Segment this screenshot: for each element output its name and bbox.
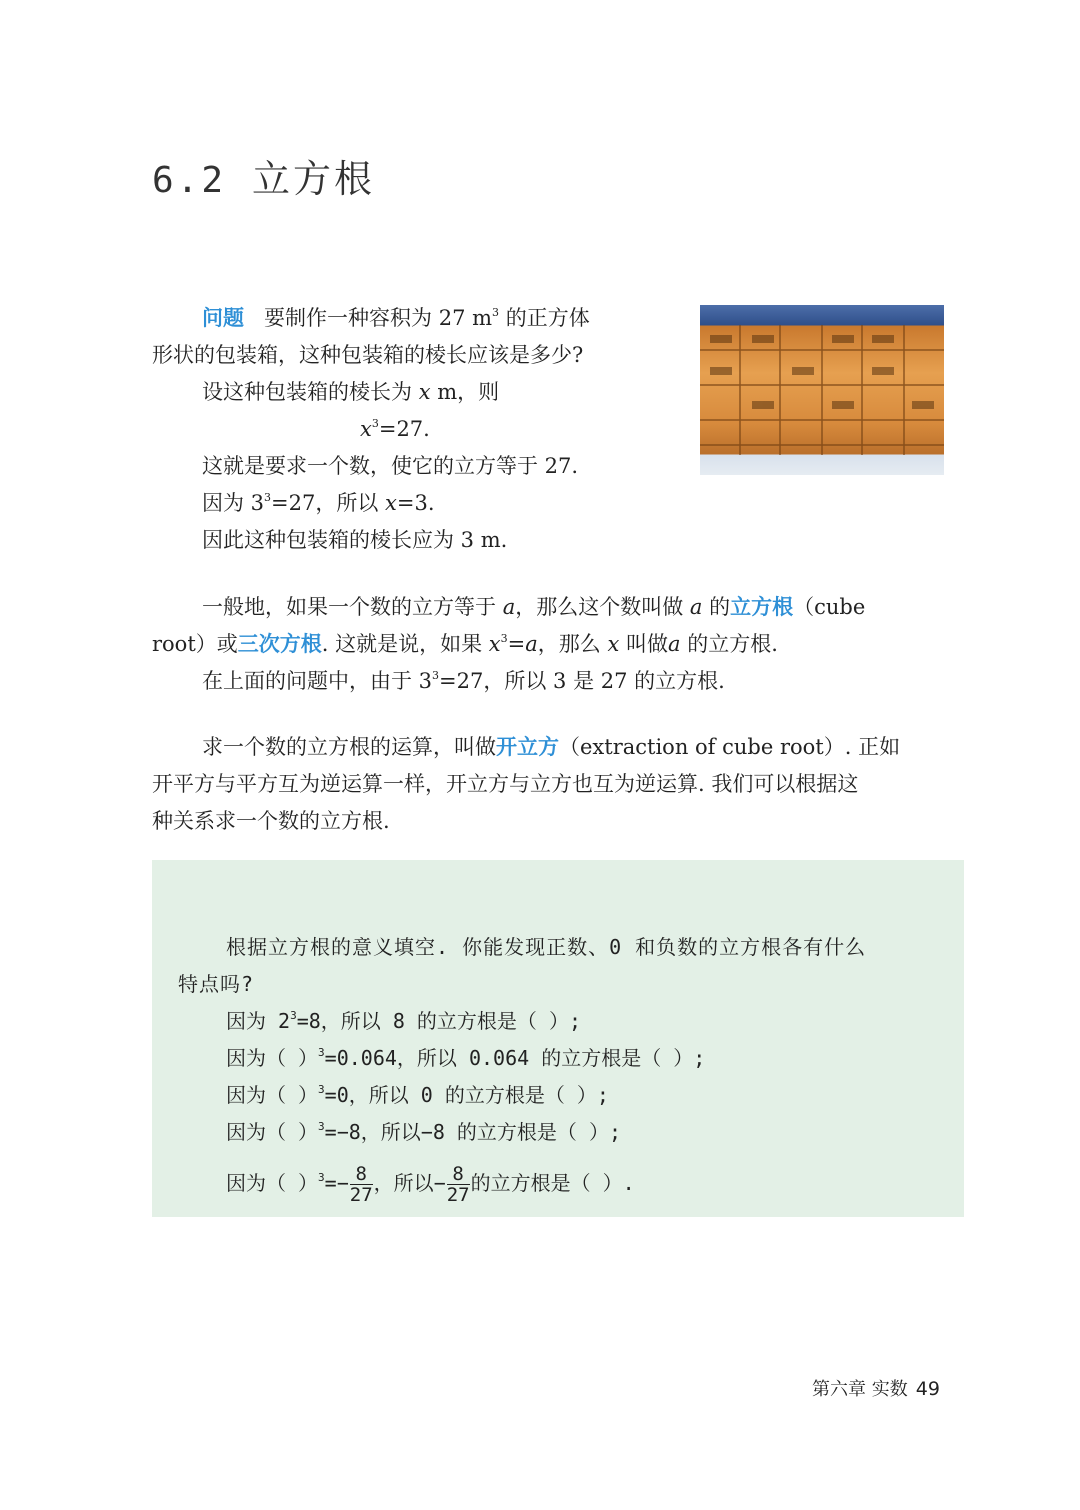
explore-question-2: 因为（ ）$^3$=0.064，所以 0.064 的立方根是（ ）; bbox=[226, 1046, 706, 1070]
page-footer bbox=[812, 1375, 940, 1401]
explore-question-5: 因为（ ）$^3$=− $\frac{8}{27}$ ，所以− $\frac{8}{27}$ 的立方根是（ ）. bbox=[226, 1163, 635, 1206]
problem-label: 问题 bbox=[202, 306, 244, 330]
explore-question-4: 因为（ ）$^3$=−8，所以−8 的立方根是（ ）; bbox=[226, 1120, 621, 1144]
term-third-root: 三次方根 bbox=[237, 632, 322, 656]
chapter-label: 第六章 实数 bbox=[812, 1379, 908, 1400]
fraction-8-27: $\frac{8}{27}$ bbox=[349, 1163, 373, 1206]
fraction-8-27-second: $\frac{8}{27}$ bbox=[446, 1163, 470, 1206]
section-number: 6.2 bbox=[152, 160, 227, 201]
section-name: 立方根 bbox=[252, 157, 376, 201]
problem-line-7: 因此这种包装箱的棱长应为 3 m. bbox=[202, 528, 508, 552]
explore-intro-2: 特点吗? bbox=[178, 972, 255, 996]
problem-line-5: 这就是要求一个数，使它的立方等于 27. bbox=[202, 454, 579, 478]
operation-line-2: 开平方与平方互为逆运算一样，开立方与立方也互为逆运算. 我们可以根据这 bbox=[152, 772, 859, 796]
problem-line-3: 设这种包装箱的棱长为 x m，则 bbox=[202, 380, 500, 404]
operation-line-1: 求一个数的立方根的运算，叫做开立方（extraction of cube root）. 正如 bbox=[202, 735, 901, 759]
term-cube-root: 立方根 bbox=[730, 595, 794, 619]
problem-line-6: 因为 $3^3=27$，所以 x=3. bbox=[202, 491, 435, 515]
stacked-boxes-photo bbox=[700, 305, 944, 475]
problem-line-1: 问题 要制作一种容积为 27 $m^3$ 的正方体 bbox=[202, 306, 590, 330]
boxes-illustration bbox=[700, 305, 944, 475]
problem-equation: $x^3=27$. bbox=[360, 417, 430, 441]
explore-intro-1: 根据立方根的意义填空. 你能发现正数、0 和负数的立方根各有什么 bbox=[226, 935, 867, 959]
problem-line-2: 形状的包装箱，这种包装箱的棱长应该是多少? bbox=[152, 343, 584, 367]
definition-line-3: 在上面的问题中，由于 $3^3=27$，所以 3 是 27 的立方根. bbox=[202, 669, 725, 693]
section-title bbox=[152, 148, 375, 203]
definition-line-1: 一般地，如果一个数的立方等于 a，那么这个数叫做 a 的立方根（cube bbox=[202, 595, 866, 619]
explore-question-1: 因为 $2^3=8$，所以 8 的立方根是（ ）; bbox=[226, 1009, 582, 1033]
explore-question-3: 因为（ ）$^3$=0，所以 0 的立方根是（ ）; bbox=[226, 1083, 609, 1107]
definition-line-2: root）或三次方根. 这就是说，如果 $x^3=a$，那么 x 叫做a 的立方根. bbox=[152, 632, 778, 656]
term-extraction: 开立方 bbox=[496, 735, 559, 759]
page-number: 49 bbox=[915, 1378, 940, 1400]
operation-line-3: 种关系求一个数的立方根. bbox=[152, 809, 390, 833]
